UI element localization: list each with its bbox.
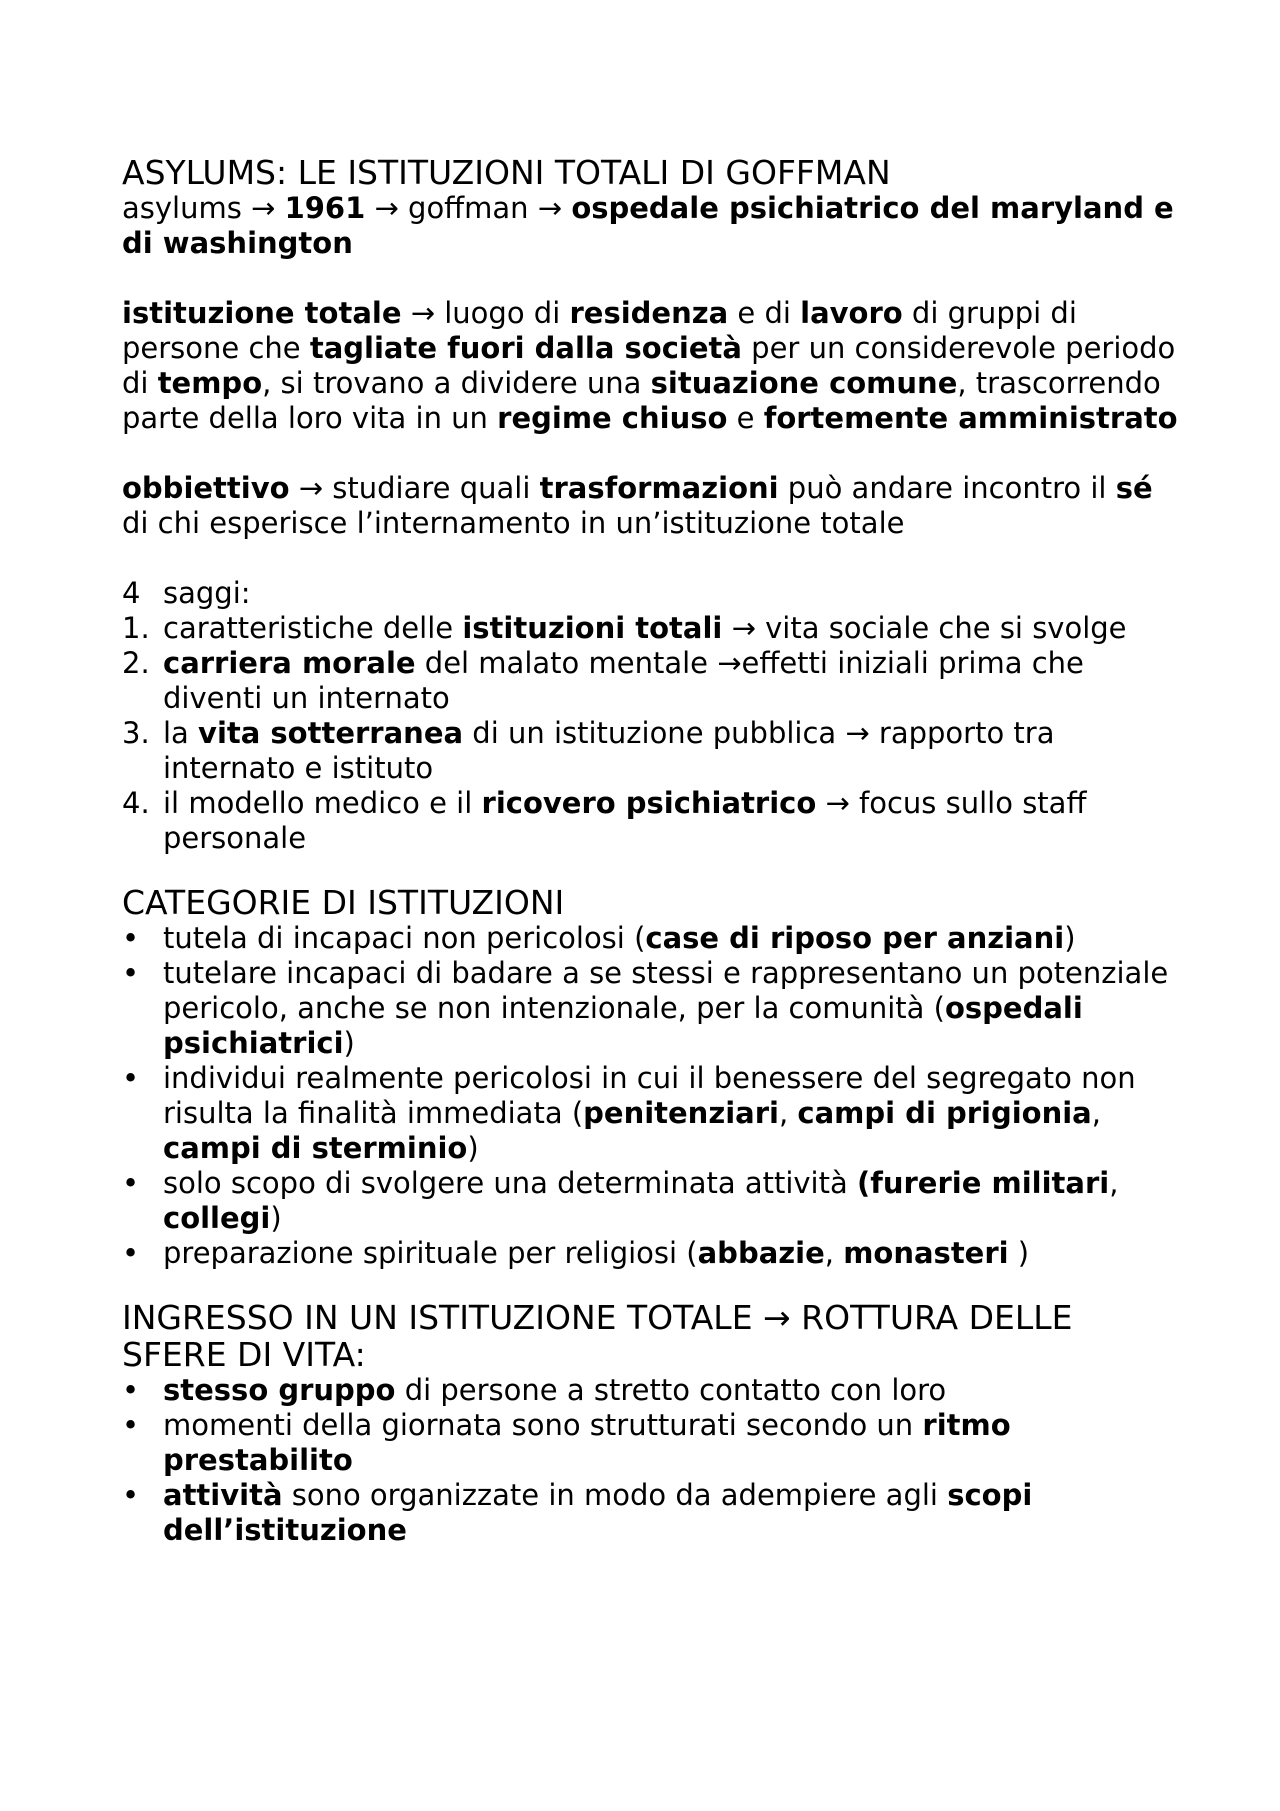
document-title: ASYLUMS: LE ISTITUZIONI TOTALI DI GOFFMAN xyxy=(122,153,891,192)
list-number: 4. xyxy=(122,786,150,820)
bold-term: fortemente amministrato xyxy=(763,401,1178,435)
bold-term: situazione comune xyxy=(650,366,958,400)
bold-term: 1961 xyxy=(284,191,366,225)
bold-term: tempo xyxy=(157,366,263,400)
bold-term: sé xyxy=(1115,471,1153,505)
bullet-icon: • xyxy=(122,1408,140,1442)
bold-term: ospedali psichiatrici xyxy=(163,991,1083,1060)
bold-term: attività xyxy=(163,1478,283,1512)
bullet-icon: • xyxy=(122,1478,140,1512)
bold-term: campi di prigionia xyxy=(797,1096,1092,1130)
essays-intro xyxy=(122,576,1182,611)
entry-item xyxy=(122,1373,1182,1408)
bold-term: istituzioni totali xyxy=(462,611,723,645)
category-text: tutelare incapaci di badare a se stessi e rappresentano un potenziale pericolo, anche se non intenzionale, per la comunità (ospedali psichiatrici) xyxy=(163,956,1169,1060)
list-number: 1. xyxy=(122,611,150,645)
essay-text: il modello medico e il ricovero psichiatrico → focus sullo staff personale xyxy=(163,786,1087,855)
category-item xyxy=(122,1166,1182,1236)
definition-paragraph: istituzione totale → luogo di residenza e di lavoro di gruppi di persone che tagliate fuori dalla società per un considerevole periodo di tempo, si trovano a dividere una situazione comune, trascorrendo parte della loro vita in un regime chiuso e fortemente amministrato xyxy=(122,296,1178,435)
category-text: solo scopo di svolgere una determinata attività (furerie militari, collegi) xyxy=(163,1166,1119,1235)
bold-term: vita sotterranea xyxy=(198,716,464,750)
entry-item xyxy=(122,1478,1182,1548)
bullet-icon: • xyxy=(122,1373,140,1407)
bold-term: istituzione totale xyxy=(122,296,402,330)
bold-term: collegi xyxy=(163,1201,271,1235)
essay-text: carriera morale del malato mentale →effetti iniziali prima che diventi un internato xyxy=(163,646,1084,715)
bullet-icon: • xyxy=(122,921,140,955)
bold-term: penitenziari xyxy=(583,1096,779,1130)
intro-line: asylums → 1961 → goffman → ospedale psichiatrico del maryland e di washington xyxy=(122,191,1174,260)
essays-label: saggi: xyxy=(163,576,251,610)
bold-term: carriera morale xyxy=(163,646,416,680)
category-text: preparazione spirituale per religiosi (abbazie, monasteri ) xyxy=(163,1236,1030,1270)
category-text: individui realmente pericolosi in cui il benessere del segregato non risulta la finalità immediata (penitenziari, campi di prigionia, campi di sterminio) xyxy=(163,1061,1136,1165)
list-number: 3. xyxy=(122,716,150,750)
bold-term: tagliate fuori dalla società xyxy=(309,331,742,365)
essays-list xyxy=(122,611,1182,856)
bold-term: obbiettivo xyxy=(122,471,290,505)
essays-count-marker: 4 xyxy=(122,576,141,610)
category-item xyxy=(122,1061,1182,1166)
bold-term: monasteri xyxy=(843,1236,1009,1270)
list-number: 2. xyxy=(122,646,150,680)
bold-term: regime chiuso xyxy=(497,401,728,435)
bold-term: trasformazioni xyxy=(539,471,779,505)
document-body xyxy=(122,154,1182,1548)
category-item xyxy=(122,956,1182,1061)
bold-term: (furerie militari xyxy=(856,1166,1110,1200)
category-text: tutela di incapaci non pericolosi (case di riposo per anziani) xyxy=(163,921,1076,955)
bold-term: lavoro xyxy=(800,296,903,330)
bullet-icon: • xyxy=(122,1061,140,1095)
categories-list xyxy=(122,921,1182,1271)
bullet-icon: • xyxy=(122,1236,140,1270)
bold-term: ritmo prestabilito xyxy=(163,1408,1011,1477)
bullet-icon: • xyxy=(122,956,140,990)
bold-term: residenza xyxy=(569,296,729,330)
essay-text: la vita sotterranea di un istituzione pubblica → rapporto tra internato e istituto xyxy=(163,716,1055,785)
entry-text: momenti della giornata sono strutturati secondo un ritmo prestabilito xyxy=(163,1408,1011,1477)
entry-heading: INGRESSO IN UN ISTITUZIONE TOTALE → ROTTURA DELLE SFERE DI VITA: xyxy=(122,1298,1073,1374)
bold-term: ricovero psichiatrico xyxy=(481,786,817,820)
essay-item xyxy=(122,646,1182,716)
categories-heading: CATEGORIE DI ISTITUZIONI xyxy=(122,883,565,922)
essay-item xyxy=(122,786,1182,856)
bold-term: campi di sterminio xyxy=(163,1131,468,1165)
entry-text: attività sono organizzate in modo da adempiere agli scopi dell’istituzione xyxy=(163,1478,1033,1547)
bold-term: stesso gruppo xyxy=(163,1373,396,1407)
bold-term: abbazie xyxy=(697,1236,825,1270)
bold-term: scopi dell’istituzione xyxy=(163,1478,1033,1547)
essay-text: caratteristiche delle istituzioni totali → vita sociale che si svolge xyxy=(163,611,1127,645)
objective-paragraph: obbiettivo → studiare quali trasformazioni può andare incontro il sé di chi esperisce l’internamento in un’istituzione totale xyxy=(122,471,1153,540)
entry-item xyxy=(122,1408,1182,1478)
essay-item xyxy=(122,611,1182,646)
bullet-icon: • xyxy=(122,1166,140,1200)
category-item xyxy=(122,1236,1182,1271)
entry-list xyxy=(122,1373,1182,1548)
category-item xyxy=(122,921,1182,956)
bold-term: ospedale psichiatrico del maryland e di washington xyxy=(122,191,1174,260)
bold-term: case di riposo per anziani xyxy=(645,921,1065,955)
essay-item xyxy=(122,716,1182,786)
entry-text: stesso gruppo di persone a stretto contatto con loro xyxy=(163,1373,947,1407)
